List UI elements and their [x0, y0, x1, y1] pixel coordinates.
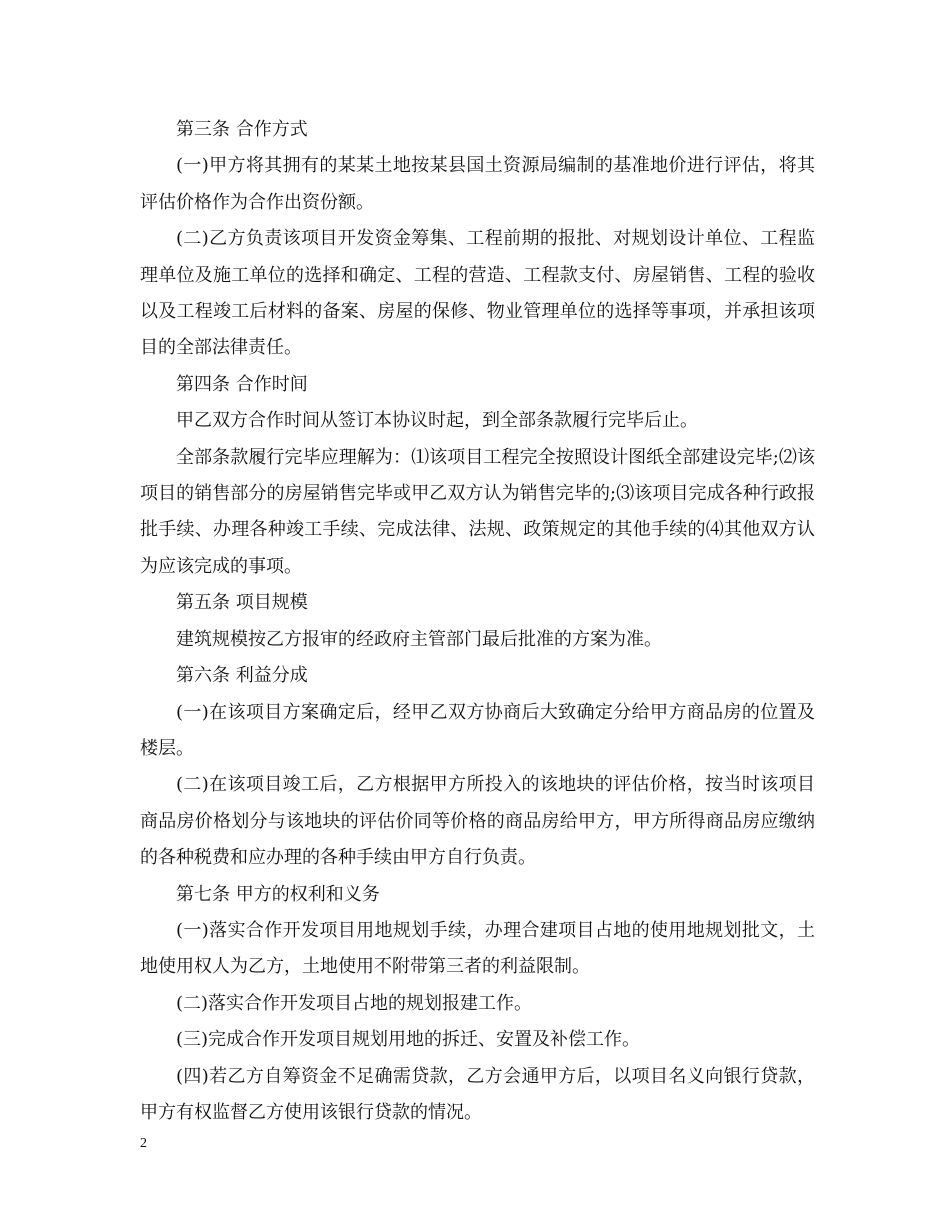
paragraph: 全部条款履行完毕应理解为：⑴该项目工程完全按照设计图纸全部建设完毕;⑵该项目的销售部分的房屋销售完毕或甲乙双方认为销售完毕的;⑶该项目完成各种行政报批手续、办理各种竣工手续、完成法律、法规、政策规定的其他手续的⑷其他双方认为应该完成的事项。: [140, 446, 815, 577]
paragraph: (一)落实合作开发项目用地规划手续，办理合建项目占地的使用地规划批文，土地使用权人为乙方，土地使用不附带第三者的利益限制。: [140, 919, 815, 978]
paragraph: (二)在该项目竣工后，乙方根据甲方所投入的该地块的评估价格，按当时该项目商品房价格划分与该地块的评估价同等价格的商品房给甲方，甲方所得商品房应缴纳的各种税费和应办理的各种手续由甲方自行负责。: [140, 774, 815, 869]
article-5-heading: 第五条 项目规模: [176, 592, 308, 614]
paragraph: (一)甲方将其拥有的某某土地按某县国土资源局编制的基准地价进行评估，将其评估价格作为合作出资份额。: [140, 155, 815, 213]
paragraph: (二)落实合作开发项目占地的规划报建工作。: [176, 992, 533, 1014]
article-3-heading: 第三条 合作方式: [176, 119, 308, 140]
article-4-heading: 第四条 合作时间: [176, 373, 308, 395]
article-6-heading: 第六条 利益分成: [176, 665, 308, 687]
document-body: [140, 112, 815, 1131]
paragraph: 建筑规模按乙方报审的经政府主管部门最后批准的方案为准。: [176, 628, 662, 650]
paragraph: (二)乙方负责该项目开发资金筹集、工程前期的报批、对规划设计单位、工程监理单位及施工单位的选择和确定、工程的营造、工程款支付、房屋销售、工程的验收以及工程竣工后材料的备案、房屋的保修、物业管理单位的选择等事项，并承担该项目的全部法律责任。: [140, 228, 815, 359]
paragraph: (三)完成合作开发项目规划用地的拆迁、安置及补偿工作。: [176, 1029, 641, 1051]
paragraph: 甲乙双方合作时间从签订本协议时起，到全部条款履行完毕后止。: [176, 410, 698, 432]
page-number: 2: [140, 1136, 147, 1151]
paragraph: (四)若乙方自筹资金不足确需贷款，乙方会通甲方后，以项目名义向银行贷款，甲方有权监督乙方使用该银行贷款的情况。: [140, 1065, 815, 1123]
paragraph: (一)在该项目方案确定后，经甲乙双方协商后大致确定分给甲方商品房的位置及楼层。: [140, 701, 815, 759]
article-7-heading: 第七条 甲方的权利和义务: [176, 883, 380, 905]
